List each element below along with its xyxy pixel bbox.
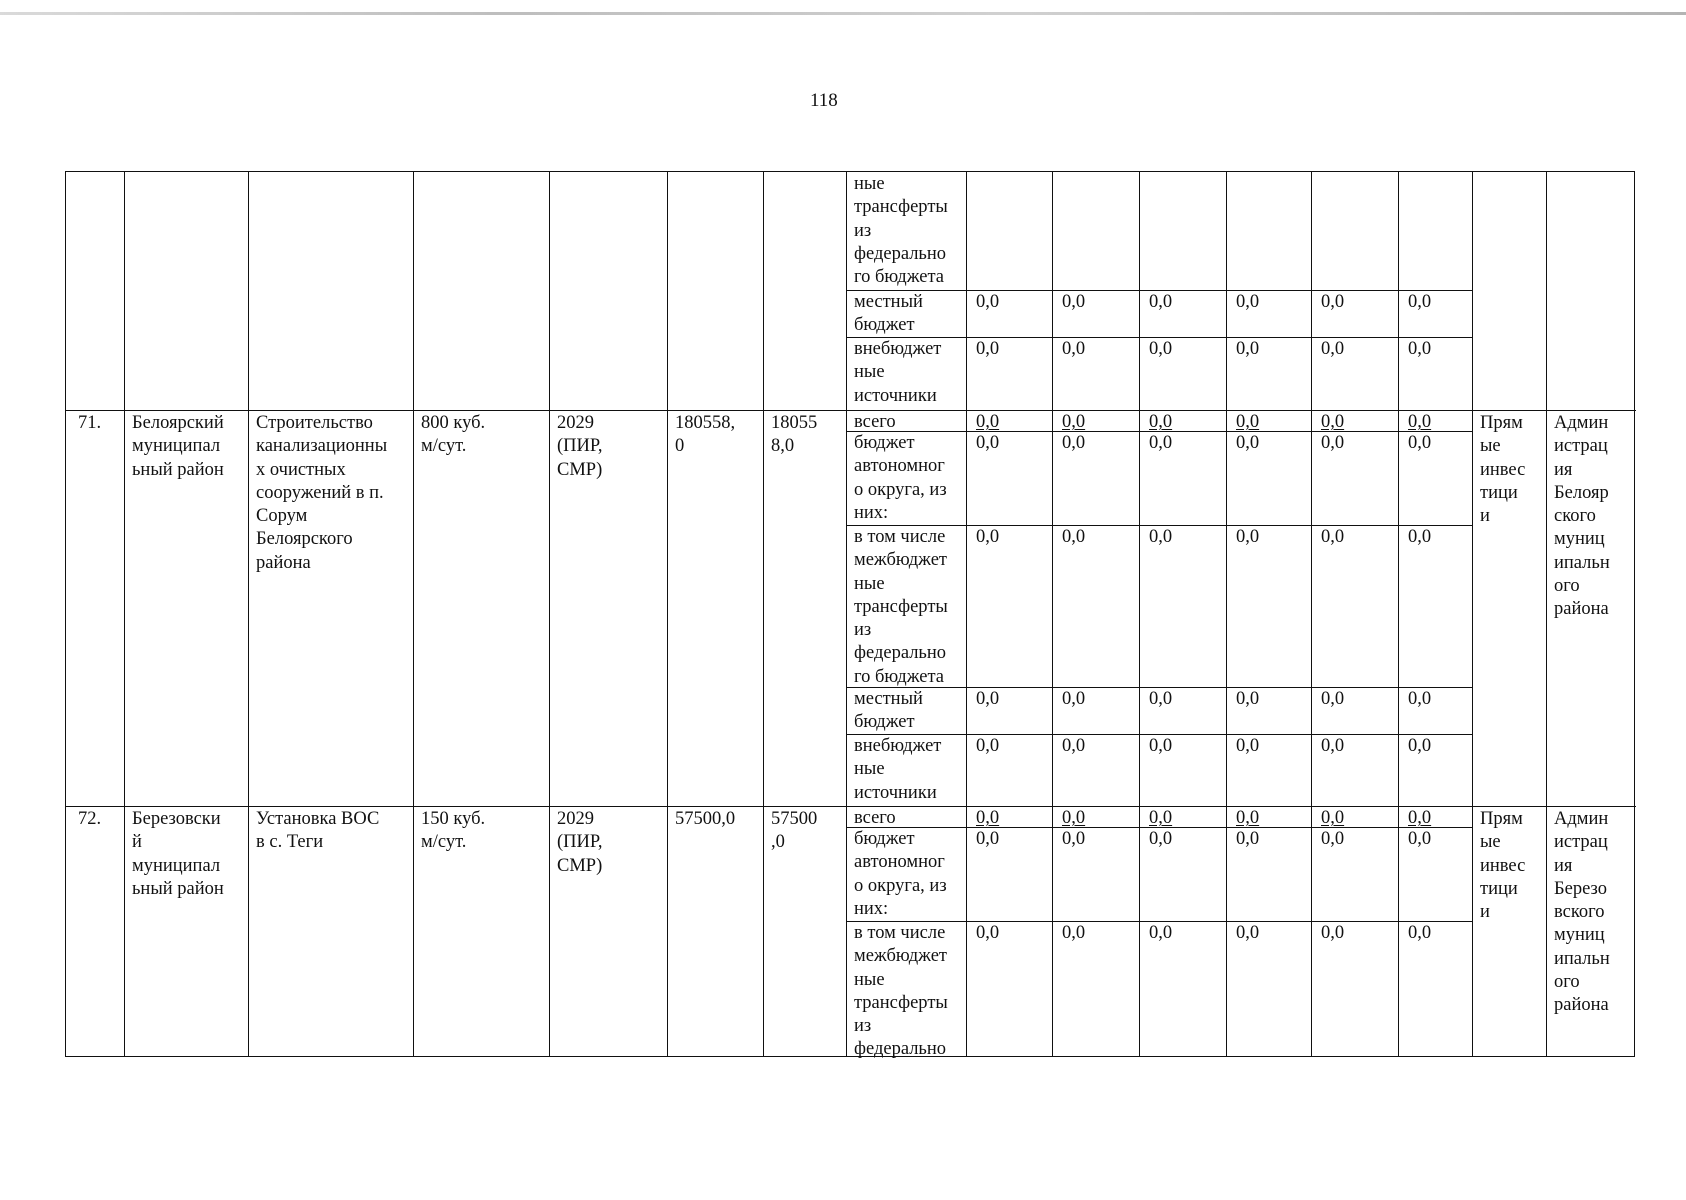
- amount-cell: 0,0: [1149, 923, 1173, 943]
- scan-edge-artifact: [0, 12, 1686, 15]
- investment-type: Прям ые инвес тици и: [1480, 413, 1526, 527]
- amount-cell: 0,0: [1062, 527, 1086, 547]
- fund-source-label: всего: [854, 412, 896, 432]
- project-object: Установка ВОС в с. Теги: [256, 809, 380, 853]
- page-number: 118: [810, 90, 838, 111]
- fund-source-label: в том числе межбюджет ные трансферты из федерально го бюджета: [854, 527, 948, 687]
- amount-cell: 0,0: [976, 433, 1000, 453]
- amount-cell: 0,0: [1149, 527, 1173, 547]
- amount-cell: 0,0: [976, 292, 1000, 312]
- amount-cell: 0,0: [1062, 808, 1086, 828]
- table-gridline: [66, 806, 1636, 807]
- amount-cell: 0,0: [1236, 412, 1260, 432]
- fund-source-label: внебюджет ные источники: [854, 736, 942, 803]
- fund-source-label: в том числе межбюджет ные трансферты из федерально: [854, 923, 948, 1060]
- amount-cell: 0,0: [1236, 527, 1260, 547]
- amount-cell: 0,0: [1321, 433, 1345, 453]
- amount-cell: 0,0: [1062, 736, 1086, 756]
- table-gridline: [1472, 172, 1473, 1056]
- amount-cell: 0,0: [1062, 433, 1086, 453]
- table-gridline: [413, 172, 414, 1056]
- table-gridline: [1311, 172, 1312, 1056]
- total-cost: 180558, 0: [675, 413, 736, 457]
- table-gridline: [248, 172, 249, 1056]
- amount-cell: 0,0: [1321, 923, 1345, 943]
- amount-cell: 0,0: [1149, 736, 1173, 756]
- amount-cell: 0,0: [1149, 339, 1173, 359]
- responsible-body: Админ истрац ия Белояр ского муниц ипальн ого района: [1554, 413, 1610, 620]
- amount-cell: 0,0: [1149, 433, 1173, 453]
- table-gridline: [549, 172, 550, 1056]
- table-gridline: [1398, 172, 1399, 1056]
- investment-type: Прям ые инвес тици и: [1480, 809, 1526, 923]
- amount-cell: 0,0: [1062, 412, 1086, 432]
- municipality-name: Березовски й муниципал ьный район: [132, 809, 224, 899]
- implementation-period: 2029 (ПИР, СМР): [557, 413, 603, 480]
- amount-cell: 0,0: [976, 923, 1000, 943]
- amount-cell: 0,0: [976, 808, 1000, 828]
- fund-source-label: всего: [854, 808, 896, 828]
- fund-source-label: местный бюджет: [854, 292, 923, 336]
- amount-cell: 0,0: [1321, 689, 1345, 709]
- amount-cell: 0,0: [976, 736, 1000, 756]
- amount-cell: 0,0: [1321, 412, 1345, 432]
- amount-cell: 0,0: [1236, 808, 1260, 828]
- amount-cell: 0,0: [1321, 808, 1345, 828]
- amount-cell: 0,0: [1062, 829, 1086, 849]
- remaining-cost: 57500 ,0: [771, 809, 818, 853]
- total-cost: 57500,0: [675, 809, 736, 829]
- budget-table: [65, 171, 1635, 1060]
- table-gridline: [124, 172, 125, 1056]
- amount-cell: 0,0: [1321, 527, 1345, 547]
- amount-cell: 0,0: [1062, 689, 1086, 709]
- amount-cell: 0,0: [1236, 829, 1260, 849]
- amount-cell: 0,0: [1408, 923, 1432, 943]
- fund-source-label: местный бюджет: [854, 689, 923, 733]
- table-gridline: [1226, 172, 1227, 1056]
- amount-cell: 0,0: [1408, 292, 1432, 312]
- table-gridline: [1139, 172, 1140, 1056]
- amount-cell: 0,0: [1062, 923, 1086, 943]
- amount-cell: 0,0: [1408, 412, 1432, 432]
- amount-cell: 0,0: [1408, 808, 1432, 828]
- amount-cell: 0,0: [1408, 689, 1432, 709]
- capacity-value: 800 куб. м/сут.: [421, 413, 486, 457]
- amount-cell: 0,0: [1236, 923, 1260, 943]
- amount-cell: 0,0: [976, 412, 1000, 432]
- row-number: 72.: [78, 809, 102, 829]
- amount-cell: 0,0: [1236, 736, 1260, 756]
- implementation-period: 2029 (ПИР, СМР): [557, 809, 603, 876]
- amount-cell: 0,0: [1408, 527, 1432, 547]
- amount-cell: 0,0: [976, 689, 1000, 709]
- amount-cell: 0,0: [976, 527, 1000, 547]
- amount-cell: 0,0: [976, 339, 1000, 359]
- amount-cell: 0,0: [1149, 829, 1173, 849]
- table-gridline: [763, 172, 764, 1056]
- amount-cell: 0,0: [1408, 829, 1432, 849]
- capacity-value: 150 куб. м/сут.: [421, 809, 486, 853]
- amount-cell: 0,0: [1236, 292, 1260, 312]
- table-gridline: [1546, 172, 1547, 1056]
- municipality-name: Белоярский муниципал ьный район: [132, 413, 224, 480]
- amount-cell: 0,0: [1236, 339, 1260, 359]
- fund-source-label: внебюджет ные источники: [854, 339, 942, 406]
- table-gridline: [667, 172, 668, 1056]
- responsible-body: Админ истрац ия Березо вского муниц ипальн ого района: [1554, 809, 1610, 1016]
- amount-cell: 0,0: [1236, 689, 1260, 709]
- amount-cell: 0,0: [1321, 292, 1345, 312]
- amount-cell: 0,0: [1062, 339, 1086, 359]
- amount-cell: 0,0: [1321, 736, 1345, 756]
- amount-cell: 0,0: [1408, 339, 1432, 359]
- row-number: 71.: [78, 413, 102, 433]
- amount-cell: 0,0: [976, 829, 1000, 849]
- table-gridline: [846, 172, 847, 1056]
- amount-cell: 0,0: [1236, 433, 1260, 453]
- amount-cell: 0,0: [1408, 736, 1432, 756]
- fund-source-label: бюджет автономног о округа, из них:: [854, 829, 947, 919]
- amount-cell: 0,0: [1149, 808, 1173, 828]
- table-gridline: [66, 410, 1636, 411]
- amount-cell: 0,0: [1149, 689, 1173, 709]
- project-object: Строительство канализационны х очистных сооружений в п. Сорум Белоярского района: [256, 413, 388, 573]
- amount-cell: 0,0: [1321, 829, 1345, 849]
- amount-cell: 0,0: [1149, 292, 1173, 312]
- fund-source-label: ные трансферты из федерально го бюджета: [854, 174, 948, 288]
- amount-cell: 0,0: [1321, 339, 1345, 359]
- table-gridline: [1052, 172, 1053, 1056]
- remaining-cost: 18055 8,0: [771, 413, 818, 457]
- fund-source-label: бюджет автономног о округа, из них:: [854, 433, 947, 523]
- amount-cell: 0,0: [1408, 433, 1432, 453]
- table-gridline: [966, 172, 967, 1056]
- amount-cell: 0,0: [1149, 412, 1173, 432]
- amount-cell: 0,0: [1062, 292, 1086, 312]
